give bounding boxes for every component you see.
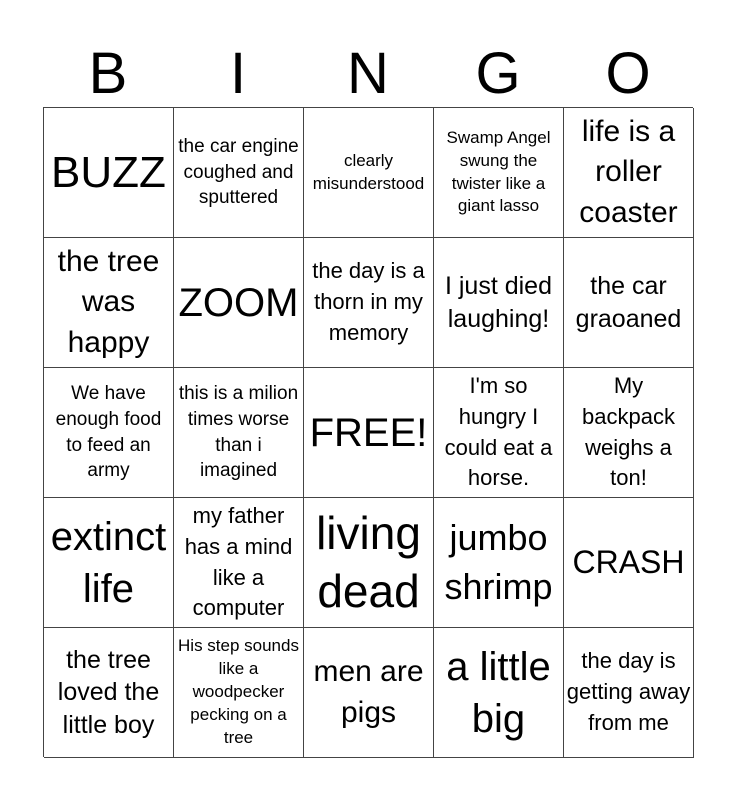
cell-text: the day is a thorn in my memory xyxy=(312,258,425,345)
bingo-grid xyxy=(43,107,693,757)
cell-text: the car graoaned xyxy=(575,272,682,333)
cell-text: His step sounds like a woodpecker pecking on a tree xyxy=(178,636,299,747)
bingo-cell[interactable] xyxy=(174,368,304,498)
bingo-cell[interactable] xyxy=(174,498,304,628)
header-letter-n: N xyxy=(347,41,389,106)
bingo-cell[interactable] xyxy=(434,628,564,758)
cell-text: the tree loved the little boy xyxy=(57,645,160,739)
cell-text: living dead xyxy=(316,507,421,617)
cell-text: the day is getting away from me xyxy=(566,648,691,735)
bingo-cell[interactable] xyxy=(434,498,564,628)
cell-text: this is a milion times worse than i imagined xyxy=(178,383,299,482)
bingo-cell[interactable] xyxy=(304,498,434,628)
cell-text: ZOOM xyxy=(178,280,299,325)
cell-text: extinct life xyxy=(50,514,167,611)
bingo-cell[interactable] xyxy=(564,628,694,758)
cell-text: life is a roller coaster xyxy=(579,114,678,229)
bingo-cell[interactable] xyxy=(304,108,434,238)
bingo-cell[interactable] xyxy=(174,628,304,758)
header-letter-o: O xyxy=(605,41,651,106)
header-letter-b: B xyxy=(88,41,128,106)
cell-text: the tree was happy xyxy=(57,244,160,359)
bingo-cell[interactable] xyxy=(44,238,174,368)
cell-text: a little big xyxy=(446,644,551,741)
header-letter-g: G xyxy=(475,41,521,106)
bingo-header xyxy=(43,40,693,108)
bingo-cell[interactable] xyxy=(304,628,434,758)
bingo-cell[interactable] xyxy=(44,368,174,498)
bingo-cell[interactable] xyxy=(564,368,694,498)
bingo-cell[interactable] xyxy=(434,238,564,368)
bingo-cell[interactable] xyxy=(564,498,694,628)
cell-text: I'm so hungry I could eat a horse. xyxy=(444,372,553,491)
cell-text: BUZZ xyxy=(51,147,166,197)
bingo-cell[interactable] xyxy=(44,498,174,628)
bingo-cell[interactable] xyxy=(174,108,304,238)
cell-text: FREE! xyxy=(309,410,428,455)
header-letter-i: I xyxy=(229,41,247,106)
cell-text: men are pigs xyxy=(313,655,424,729)
bingo-cell[interactable] xyxy=(304,368,434,498)
cell-text: jumbo shrimp xyxy=(444,516,553,607)
bingo-cell[interactable] xyxy=(434,108,564,238)
cell-text: clearly misunderstood xyxy=(312,150,425,193)
bingo-cell[interactable] xyxy=(434,368,564,498)
bingo-cell[interactable] xyxy=(174,238,304,368)
bingo-cell[interactable] xyxy=(44,628,174,758)
cell-text: I just died laughing! xyxy=(444,272,552,333)
bingo-cell[interactable] xyxy=(564,108,694,238)
bingo-cell[interactable] xyxy=(44,108,174,238)
cell-text: We have enough food to feed an army xyxy=(55,383,162,482)
cell-text: My backpack weighs a ton! xyxy=(582,372,675,491)
bingo-cell[interactable] xyxy=(304,238,434,368)
cell-text: Swamp Angel swung the twister like a giant lasso xyxy=(446,127,551,216)
cell-text: the car engine coughed and sputtered xyxy=(178,136,299,209)
cell-text: CRASH xyxy=(572,543,685,580)
bingo-cell[interactable] xyxy=(564,238,694,368)
cell-text: my father has a mind like a computer xyxy=(184,502,293,621)
